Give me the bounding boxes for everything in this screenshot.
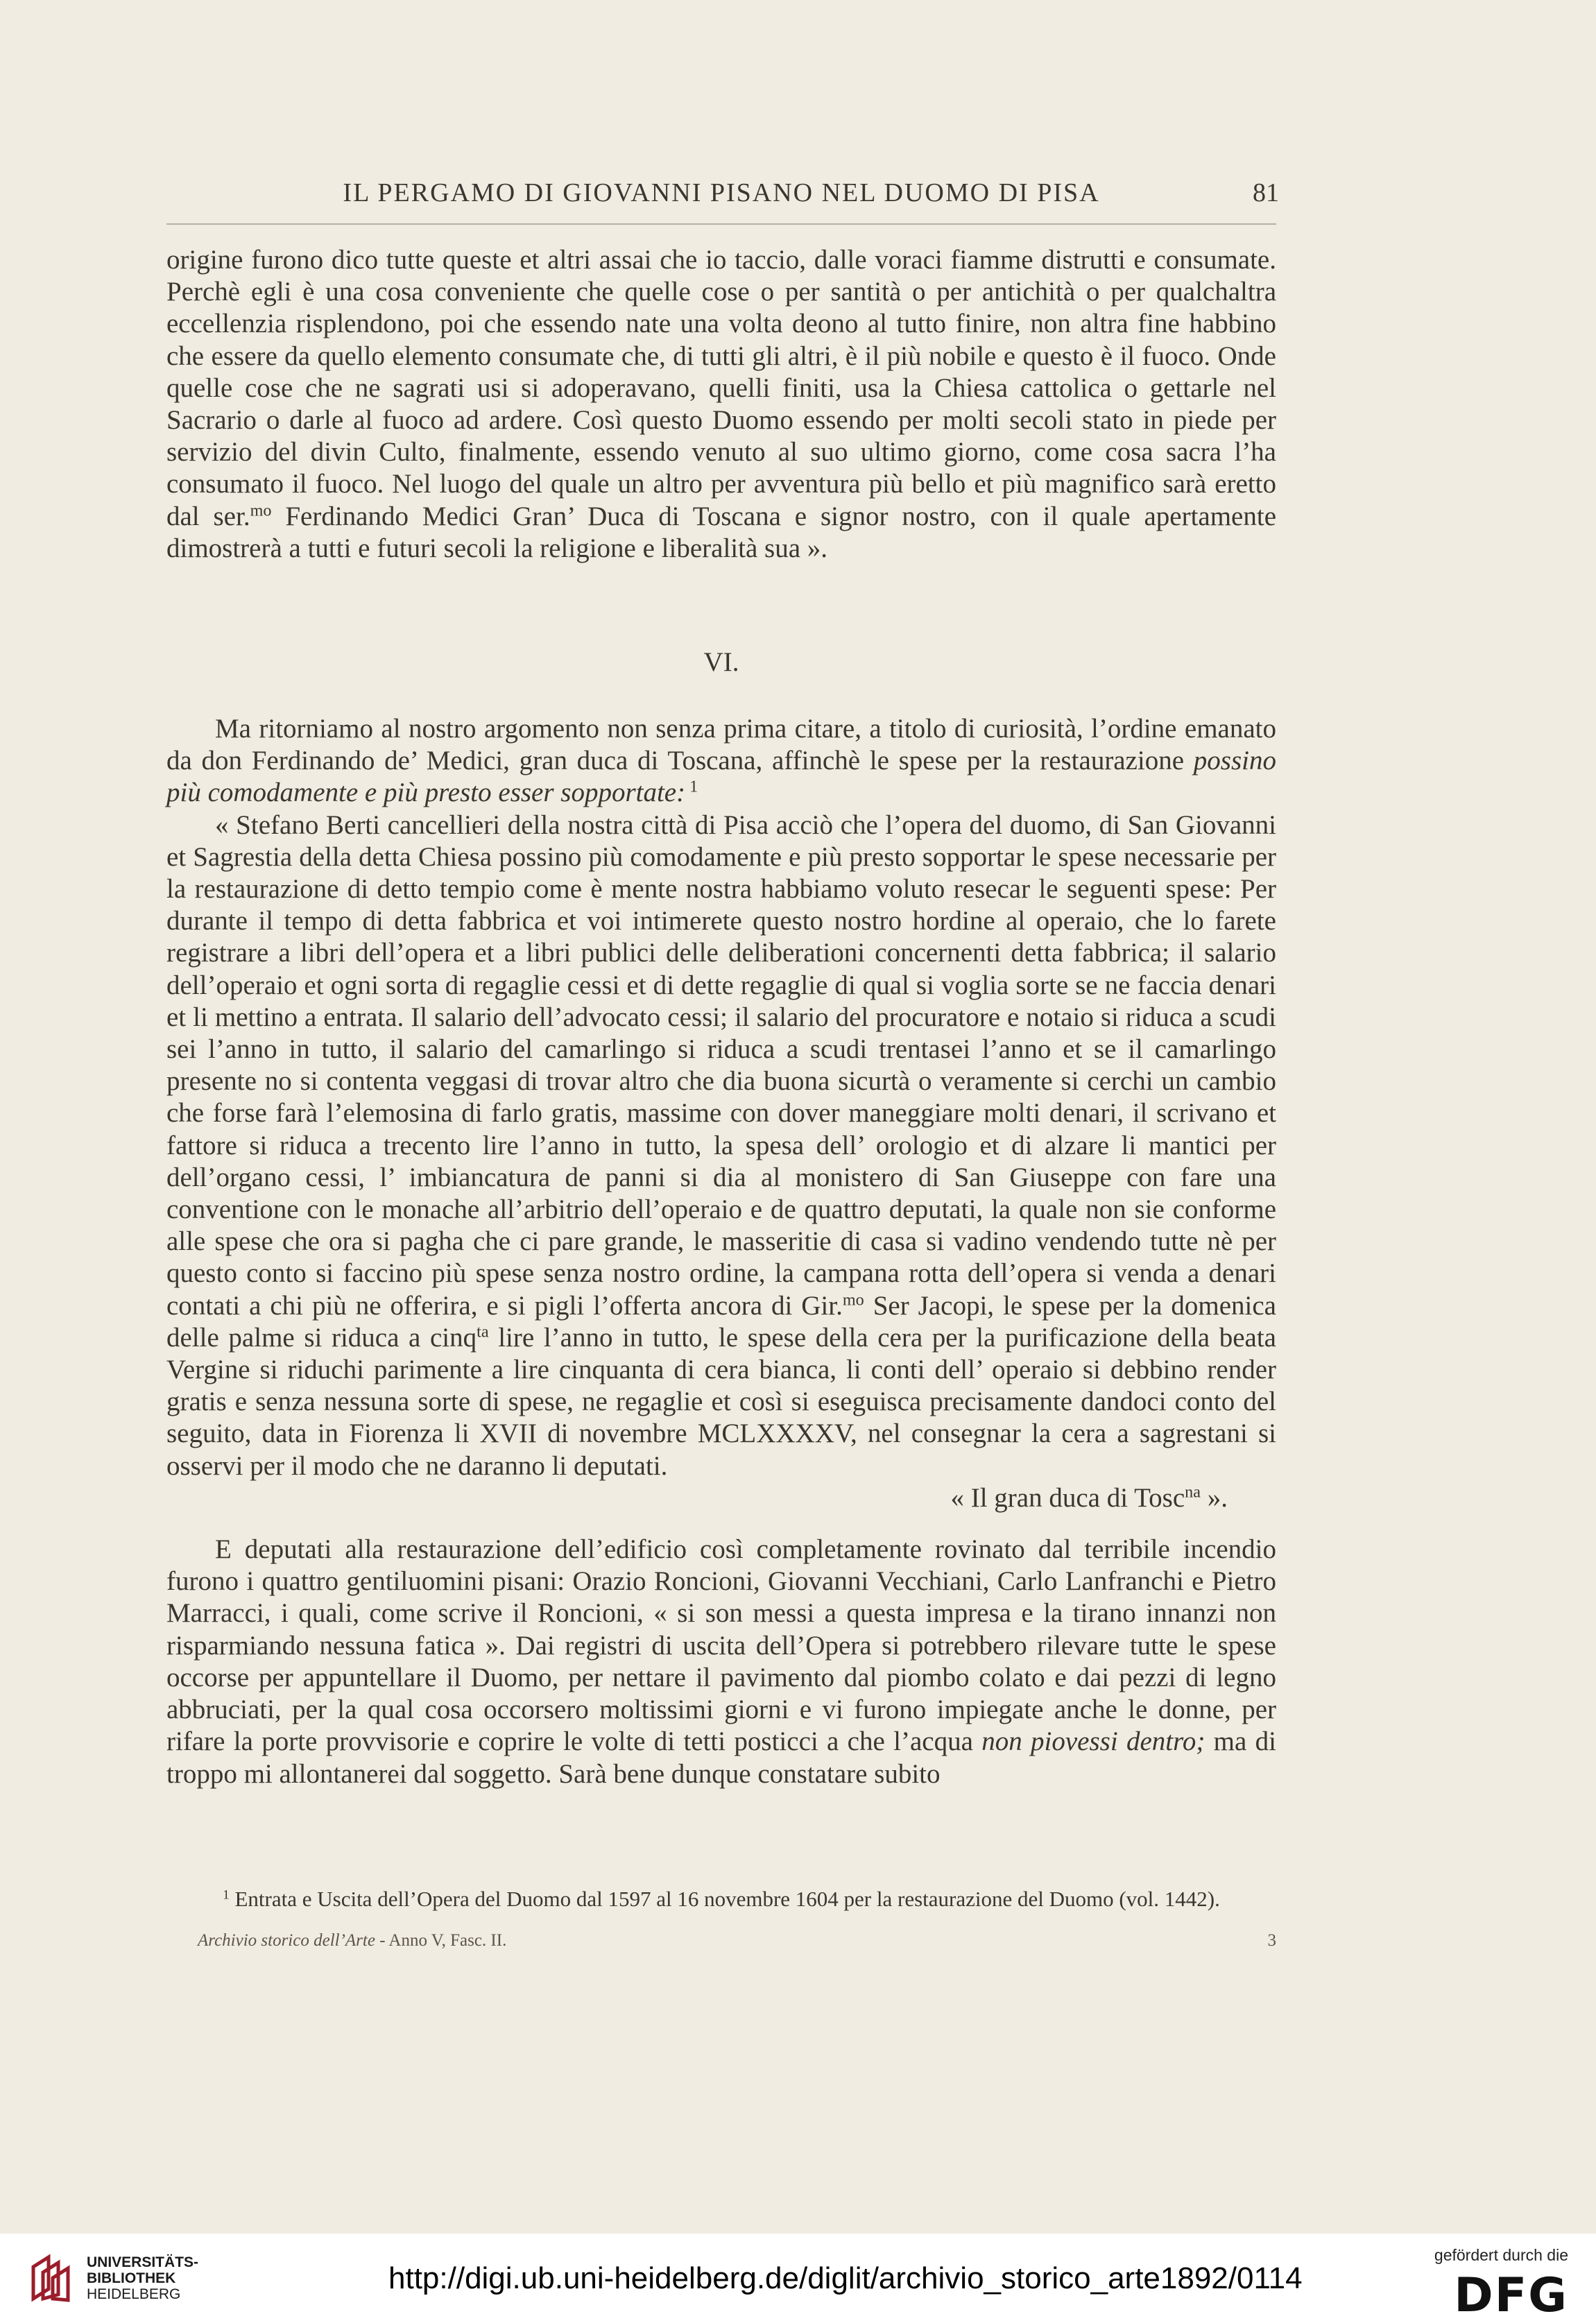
university-logo-icon	[28, 2253, 76, 2303]
quote-text: Ser Jacopi, le spese per la domenica delle palme si riduca a cinq	[166, 1290, 1276, 1353]
footer-bar	[0, 2234, 1596, 2323]
paragraph-text-end: ma di troppo mi allontanerei dal soggetto. Sarà bene dunque constatare subito	[166, 1726, 1276, 1789]
footnote	[166, 1887, 1276, 1912]
signature-text: « Il gran duca di Tosc	[950, 1482, 1185, 1513]
page-number: 81	[1253, 178, 1279, 207]
signature-end: ».	[1201, 1482, 1228, 1513]
footnote-ref: 1	[685, 778, 698, 797]
funding-label: gefördert durch die	[1434, 2246, 1568, 2264]
header-rule	[166, 223, 1276, 225]
footnote-text: Entrata e Uscita dell’Opera del Duomo dal 1597 al 16 novembre 1604 per la restaurazione del Duomo (vol. 1442).	[234, 1887, 1220, 1911]
quoted-decree	[166, 809, 1276, 1482]
paragraph-text: origine furono dico tutte queste et altri assai che io taccio, dalle voraci fiamme distrutti e consumate. Perchè egli è una cosa conveniente che quelle cose o per santità o per antichità o per qualchaltra eccellenzia risplendono, poi che essendo nate una volta deono al tutto finire, non altra fine habbino che essere da quello elemento consumate che, di tutti gli altri, è il più nobile e questo è il fuoco. Onde quelle cose che ne sagrati usi si adoperavano, quelli finiti, usa la Chiesa cattolica o gettarle nel Sacrario o darle al fuoco ad ardere. Così questo Duomo essendo per molti secoli stato in piede per servizio del divin Culto, finalmente, essendo venuto al suo ultimo giorno, come cosa sacra l’ha consumato il fuoco. Nel luogo del quale un altro per avventura più bello et più magnifico sarà eretto dal ser.	[166, 245, 1276, 531]
paragraph-text: Ma ritorniamo al nostro argomento non senza prima citare, a titolo di curiosità, l’ordine emanato da don Ferdinando de’ Medici, gran duca di Toscana, affinchè le spese per la restaurazione	[166, 714, 1276, 776]
university-name	[87, 2254, 198, 2302]
superscript: mo	[250, 501, 272, 520]
university-name-line: UNIVERSITÄTS-	[87, 2254, 199, 2270]
superscript: na	[1185, 1482, 1201, 1502]
quote-text: « Stefano Berti cancellieri della nostra città di Pisa acciò che l’opera del duomo, di San Giovanni et Sagrestia della detta Chiesa possino più comodamente e più presto sopportar le spese necessarie per la restaurazione di detto tempio come è mente nostra habbiamo voluto resecar le seguenti spese: Per durante il tempo di detta fabbrica et voi intimerete questo nostro hordine al operaio, che lo farete registrare a libri dell’opera et a libri publici delle deliberationi concernenti detta fabbrica; il salario dell’operaio et ogni sorta di regaglie cessi et di dette regaglie di qual si voglia sorte se ne faccia denari et li mettino a entrata. Il salario dell’advocato cessi; il salario del procuratore e notaio si riduca a scudi sei l’anno in tutto, il salario del camarlingo si riduca a scudi trentasei l’anno et se il camarlingo presente no si contenta veggasi di trovar altro che dia buona sicurtà o veramente si cerchi un cambio che forse farà l’elemosina di farlo gratis, massime con dover maneggiare molti denari, il scrivano et fattore si riduca a trecento lire l’anno in tutto, la spesa dell’ orologio et di alzare li mantici per dell’organo cessi, l’ imbiancatura de panni si dia al monistero di San Giuseppe con fare una conventione con le monache all’arbitrio dell’operaio e de quattro deputati, la quale non sie conforme alle spese che ora si pagha che ci pare grande, le masseritie di casa si vadino vendendo tutte nè per questo conto si faccino più spese senza nostro ordine, la campana rotta dell’opera si venda a denari contati a chi più ne offerira, e si pigli l’offerta ancora di Gir.	[166, 809, 1276, 1321]
running-title: IL PERGAMO DI GIOVANNI PISANO NEL DUOMO DI PISA	[343, 178, 1100, 207]
quote-text: lire l’anno in tutto, le spese della cera per la purificazione della beata Vergine si riduchi parimente a lire cinquanta di cera bianca, li conti dell’ operaio si debbino render gratis e senza nessuna sorte di spese, ne regaglie et così si eseguisca precisamente dandoci conto del seguito, data in Fiorenza li XVII di novembre MCLXXXXV, nel consegnar la cera a sagrestani si osservi per il modo che ne daranno li deputati.	[166, 1322, 1276, 1481]
journal-title: Archivio storico dell’Arte	[198, 1931, 375, 1950]
italic-phrase: possino più comodamente e più presto esser sopportate:	[166, 746, 1276, 808]
journal-line	[198, 1931, 1276, 1951]
paragraph-text: E deputati alla restaurazione dell’edificio così completamente rovinato dal terribile incendio furono i quattro gentiluomini pisani: Orazio Roncioni, Giovanni Vecchiani, Carlo Lanfranchi e Pietro Marracci, i quali, come scrive il Roncioni, « si son messi a questa impresa e la tirano innanzi non risparmiando nessuna fatica ». Dai registri di uscita dell’Opera si potrebbero rilevare tutte le spese occorse per appuntellare il Duomo, per nettare il pavimento dal piombo colato e dai pezzi di legno abbruciati, per la qual cosa occorsero moltissimi giorni e vi furono impiegate anche le donne, per rifare la porte provvisorie e coprire le volte di tetti posticci a che l’acqua	[166, 1534, 1276, 1757]
permalink-url[interactable]: http://digi.ub.uni-heidelberg.de/diglit/archivio_storico_arte1892/0114	[388, 2261, 1303, 2295]
journal-issue: - Anno V, Fasc. II.	[375, 1931, 507, 1950]
main-body	[166, 713, 1276, 1790]
superscript: mo	[842, 1290, 864, 1310]
signature-mark: 3	[1267, 1931, 1276, 1950]
running-header	[166, 178, 1279, 212]
footnote-number: 1	[223, 1887, 230, 1903]
paragraph	[166, 1534, 1276, 1790]
paragraph-continuation	[166, 244, 1276, 565]
section-heading: VI.	[703, 647, 739, 677]
italic-phrase: non piovessi dentro;	[981, 1726, 1205, 1757]
university-name-line: BIBLIOTHEK	[87, 2270, 176, 2286]
paragraph	[166, 713, 1276, 809]
dfg-logo: DFG	[1454, 2268, 1568, 2323]
superscript: ta	[477, 1322, 489, 1341]
decree-signature	[166, 1482, 1276, 1514]
university-name-line: HEIDELBERG	[87, 2286, 181, 2302]
paragraph-text-end: Ferdinando Medici Gran’ Duca di Toscana e signor nostro, con il quale apertamente dimostrerà a tutti e futuri secoli la religione e liberalità sua ».	[166, 501, 1277, 563]
